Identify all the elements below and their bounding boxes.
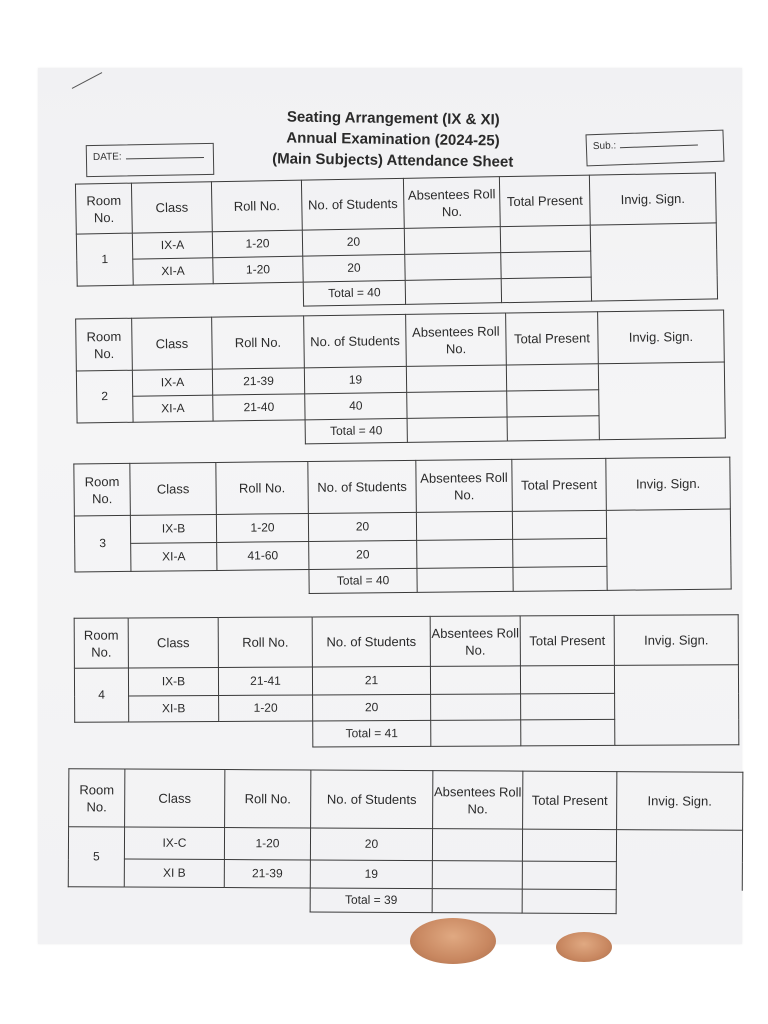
room-total: Total = 39 [310,888,432,913]
absentees-header: Absentees Roll No. [433,771,523,829]
room-number: 5 [68,827,124,887]
room-number: 4 [74,668,128,722]
students-cell: 19 [304,366,406,393]
roll-cell: 21-40 [213,394,305,421]
invig-sign-cell[interactable] [590,223,717,301]
absentees-cell[interactable] [432,829,522,861]
invig-sign-cell[interactable] [606,509,731,590]
invig-sign-header: Invig. Sign. [606,457,731,510]
room-table [68,768,744,915]
absentees-cell[interactable] [405,279,501,305]
students-cell: 20 [302,228,404,256]
students-cell: 19 [310,860,432,889]
students-header: No. of Students [311,770,433,829]
class-header: Class [128,617,218,667]
present-cell[interactable] [512,510,606,539]
header-exam: Annual Examination (2024-25) [286,129,500,150]
roll-cell: 21-41 [218,667,312,695]
class-cell: IX-A [132,232,212,259]
absentees-cell[interactable] [417,567,513,592]
absentees-cell[interactable] [417,539,513,568]
absentees-header: Absentees Roll No. [403,177,500,229]
roll-no-header: Roll No. [216,461,309,514]
invig-sign-header: Invig. Sign. [617,772,743,831]
room-no-header: Room No. [74,463,131,516]
date-label: DATE: [92,151,122,163]
room-table [75,309,726,447]
roll-cell: 21-39 [212,368,304,395]
absentees-cell[interactable] [406,365,506,392]
students-cell: 20 [309,540,417,569]
absentees-cell[interactable] [405,253,501,281]
date-blank-line [126,157,204,159]
invig-sign-header: Invig. Sign. [614,615,738,666]
absentees-cell[interactable] [407,391,507,418]
students-header: No. of Students [301,178,404,230]
class-cell: XI-A [133,395,213,422]
students-header: No. of Students [312,616,430,667]
subject-field[interactable] [585,130,724,167]
room-number: 1 [76,233,133,286]
roll-cell: 41-60 [217,541,309,570]
absentees-cell[interactable] [430,666,520,694]
class-cell: XI-A [133,258,213,285]
roll-no-header: Roll No. [212,316,305,369]
absentees-header: Absentees Roll No. [406,313,507,366]
subject-label: Sub.: [592,140,617,153]
class-header: Class [125,769,225,828]
roll-no-header: Roll No. [225,770,311,828]
total-present-header: Total Present [523,771,617,829]
students-header: No. of Students [304,314,407,367]
class-cell: XI-B [129,695,219,721]
room-number: 2 [76,370,133,423]
present-cell[interactable] [520,665,614,693]
class-cell: XI-A [131,542,217,571]
present-cell[interactable] [513,538,607,567]
room-no-header: Room No. [74,618,128,668]
class-header: Class [132,317,213,370]
students-cell: 20 [303,254,405,282]
room-table [75,172,718,310]
present-cell[interactable] [513,566,607,591]
fingertip [410,918,496,964]
absentees-cell[interactable] [432,861,522,889]
room-no-header: Room No. [75,183,132,234]
roll-cell: 1-20 [216,513,308,542]
invig-sign-cell[interactable] [614,665,738,746]
students-header: No. of Students [308,460,417,513]
absentees-cell[interactable] [431,694,521,720]
class-cell: IX-A [132,369,212,396]
subject-blank-line [620,144,698,148]
roll-cell: 1-20 [219,695,313,721]
invig-sign-cell[interactable] [598,362,725,440]
header-subtitle: (Main Subjects) Attendance Sheet [272,150,514,171]
header-title: Seating Arrangement (IX & XI) [286,108,500,129]
students-cell: 21 [312,666,430,695]
absentees-cell[interactable] [431,720,521,746]
present-cell[interactable] [522,861,616,889]
present-cell[interactable] [501,251,591,279]
room-total: Total = 41 [313,720,431,747]
room-table [74,614,740,748]
roll-cell: 1-20 [224,828,310,860]
students-cell: 20 [310,828,432,861]
invig-sign-cell[interactable] [616,830,742,891]
invig-sign-header: Invig. Sign. [598,310,725,364]
class-header: Class [131,182,212,233]
students-cell: 20 [313,694,431,721]
students-cell: 40 [305,392,407,419]
room-total: Total = 40 [305,418,407,443]
total-present-header: Total Present [512,458,607,511]
room-total: Total = 40 [309,568,417,593]
present-cell[interactable] [501,277,591,303]
absentees-cell[interactable] [404,227,500,255]
present-cell[interactable] [500,225,590,253]
present-cell[interactable] [507,390,599,417]
total-present-header: Total Present [499,175,590,227]
present-cell[interactable] [522,889,616,913]
present-cell[interactable] [521,719,615,745]
sheet-header [258,106,529,173]
room-no-header: Room No. [69,769,125,827]
roll-cell: 1-20 [212,230,302,258]
total-present-header: Total Present [520,615,614,665]
class-cell: IX-B [128,667,218,695]
absentees-cell[interactable] [407,417,507,442]
present-cell[interactable] [521,693,615,719]
roll-no-header: Roll No. [211,180,302,232]
roll-cell: 21-39 [224,860,310,888]
students-cell: 20 [308,512,416,541]
absentees-cell[interactable] [432,889,522,913]
room-table [73,457,731,597]
fingertip [556,932,612,962]
roll-no-header: Roll No. [218,617,312,667]
absentees-header: Absentees Roll No. [430,616,520,666]
class-cell: IX-C [124,827,224,860]
date-field[interactable] [86,143,215,177]
room-number: 3 [74,515,131,572]
present-cell[interactable] [522,829,616,861]
total-present-header: Total Present [506,312,599,365]
room-no-header: Room No. [76,318,133,371]
absentees-header: Absentees Roll No. [416,459,513,512]
class-cell: XI B [124,859,224,888]
roll-cell: 1-20 [213,256,303,284]
invig-sign-header: Invig. Sign. [589,173,716,225]
absentees-cell[interactable] [416,511,512,540]
present-cell[interactable] [506,364,598,391]
room-total: Total = 40 [303,280,405,306]
present-cell[interactable] [507,416,599,441]
class-header: Class [130,462,217,515]
class-cell: IX-B [130,514,216,543]
